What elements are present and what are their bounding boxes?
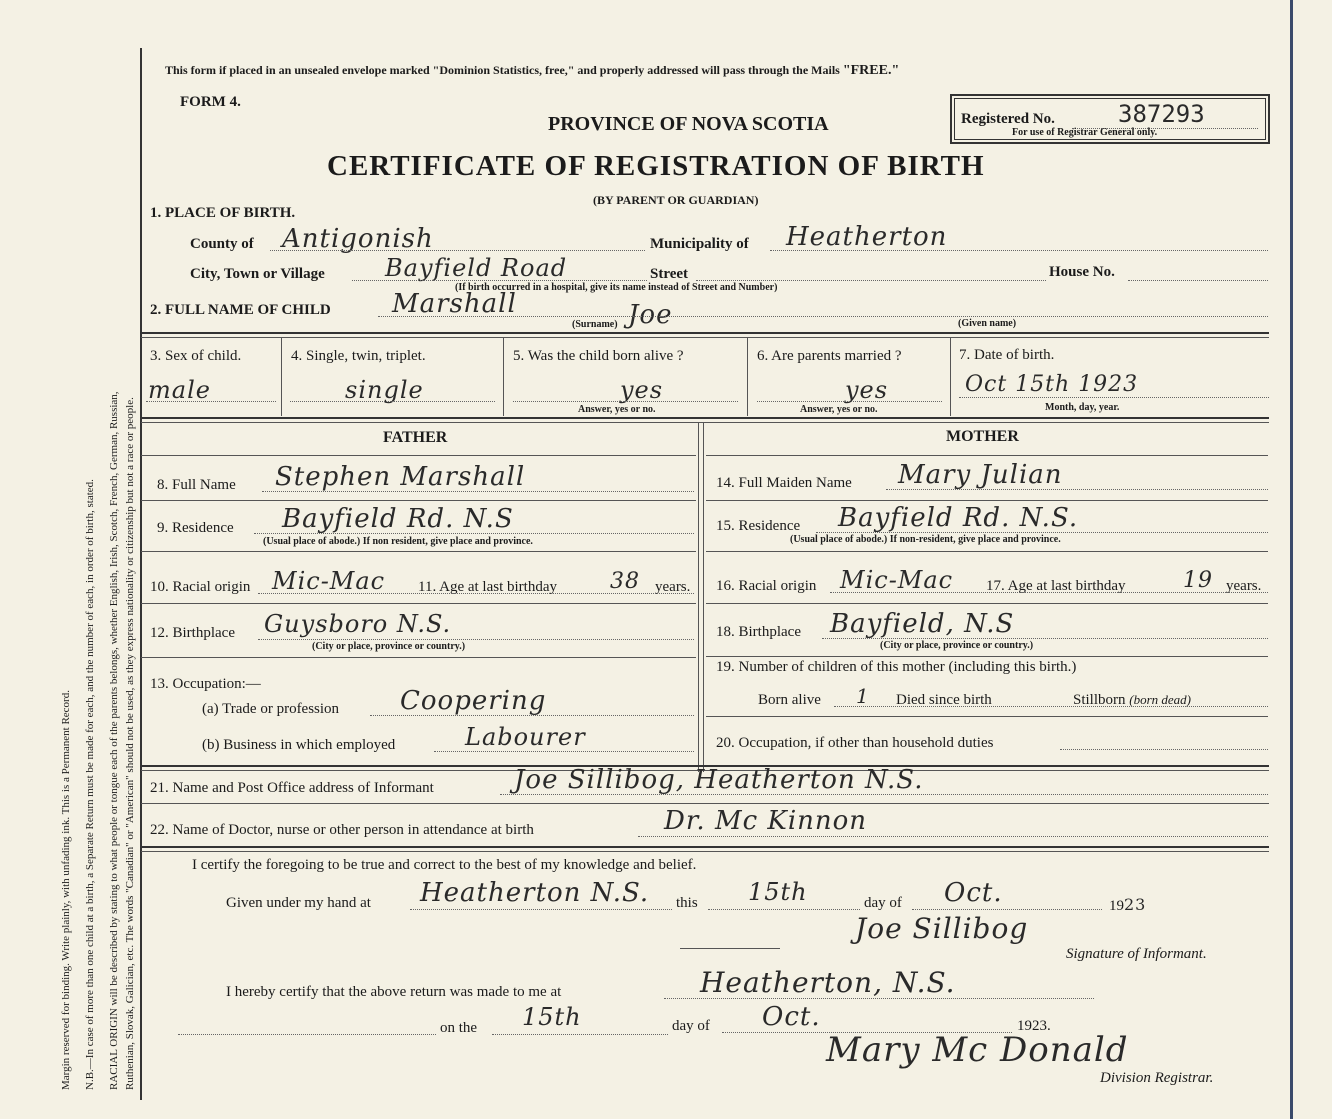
surname-note: (Surname) [572, 319, 618, 330]
day-of-label: day of [864, 895, 902, 911]
dob-value: Oct 15th 1923 [965, 372, 1139, 397]
father-res-label: 9. Residence [157, 520, 234, 536]
house-label: House No. [1049, 264, 1115, 280]
father-occ-label: 13. Occupation:— [150, 676, 261, 692]
rule-after-doctor-2 [141, 851, 1269, 852]
stillborn-label: Stillborn (born dead) [1073, 692, 1192, 708]
left-border [140, 48, 142, 1100]
mother-occ-dots [1060, 749, 1268, 750]
father-res-dots [254, 533, 694, 534]
registrar-day: 15th [522, 1003, 582, 1031]
father-rule-1 [141, 500, 696, 501]
mother-rule-4 [706, 656, 1268, 657]
mother-res-value: Bayfield Rd. N.S. [838, 503, 1079, 533]
registered-label: Registered No. [961, 111, 1055, 127]
mother-bp-value: Bayfield, N.S [830, 609, 1015, 639]
rule-after-row3 [141, 417, 1269, 419]
document-subtitle: (BY PARENT OR GUARDIAN) [593, 193, 759, 207]
plurality-value: single [345, 376, 424, 404]
form-number: FORM 4. [180, 94, 241, 110]
father-business-label: (b) Business in which employed [202, 737, 396, 753]
informant-signature: Joe Sillibog [855, 912, 1029, 945]
mother-bp-label: 18. Birthplace [716, 624, 801, 640]
mother-rule-1 [706, 500, 1268, 501]
parents-divider-b [703, 422, 704, 772]
child-given-name: Joe [628, 300, 673, 330]
informant-signature-label: Signature of Informant. [1066, 946, 1207, 962]
mother-children-label: 19. Number of children of this mother (including this birth.) [716, 659, 1077, 675]
province-heading: PROVINCE OF NOVA SCOTIA [548, 113, 829, 135]
side-note-3: RACIAL ORIGIN will be described by stating to what people or tongue each of the parents belongs, whether English, Irish, Scotch, French, German, Russian, [108, 391, 120, 1090]
father-res-value: Bayfield Rd. N.S [282, 504, 514, 534]
born-alive-label: Born alive [758, 692, 821, 708]
mother-rule-2 [706, 551, 1268, 552]
registrar-statement: I hereby certify that the above return was made to me at [226, 984, 562, 1000]
father-rule-4 [141, 657, 696, 658]
registered-number: 387293 [1118, 100, 1205, 128]
married-label: 6. Are parents married ? [757, 348, 902, 364]
given-year: 1923 [1109, 895, 1147, 914]
this-label: this [676, 895, 698, 911]
given-month-dots [912, 909, 1102, 910]
alive-note: Answer, yes or no. [578, 404, 656, 415]
father-trade-label: (a) Trade or profession [202, 701, 340, 717]
father-business-dots [434, 751, 694, 752]
father-race-dots [258, 593, 694, 594]
city-value: Bayfield Road [385, 254, 568, 282]
sex-dots [146, 401, 276, 402]
county-dots [270, 250, 645, 251]
house-dots [1128, 280, 1268, 281]
father-years: years. [655, 579, 691, 595]
mother-res-note: (Usual place of abode.) If non-resident, give place and province. [790, 534, 1061, 545]
mother-res-label: 15. Residence [716, 518, 801, 534]
mother-race-dots [830, 592, 1268, 593]
municipality-label: Municipality of [650, 236, 749, 252]
registrar-day-dots [492, 1034, 668, 1035]
county-label: County of [190, 236, 254, 252]
informant-label: 21. Name and Post Office address of Informant [150, 780, 434, 796]
rule-after-child-2 [141, 337, 1269, 338]
registrar-label: Division Registrar. [1100, 1070, 1214, 1086]
row3-div1 [281, 338, 282, 416]
given-day: 15th [748, 878, 808, 906]
stillborn-note: (born dead) [1129, 692, 1192, 707]
sex-value: male [148, 376, 211, 404]
row3-div4 [950, 338, 951, 416]
given-place: Heatherton N.S. [420, 878, 650, 908]
father-bp-dots [258, 639, 694, 640]
county-value: Antigonish [282, 224, 434, 254]
doctor-dots [638, 836, 1268, 837]
married-note: Answer, yes or no. [800, 404, 878, 415]
born-alive-value: 1 [856, 684, 870, 708]
certify-statement: I certify the foregoing to be true and correct to the best of my knowledge and belief. [192, 857, 697, 873]
rule-after-informant [141, 803, 1269, 804]
mother-bp-dots [822, 638, 1268, 639]
rule-after-doctor [141, 846, 1269, 848]
dob-note: Month, day, year. [1045, 402, 1120, 413]
row3-div3 [747, 338, 748, 416]
right-border [1290, 0, 1293, 1119]
given-month: Oct. [944, 878, 1003, 908]
father-rule-3 [141, 603, 696, 604]
place-heading: 1. PLACE OF BIRTH. [150, 205, 296, 221]
informant-value: Joe Sillibog, Heatherton N.S. [514, 765, 924, 795]
street-dots [696, 280, 1046, 281]
registrar-place-dots [664, 998, 1094, 999]
given-label: Given under my hand at [226, 895, 371, 911]
mother-race-label: 16. Racial origin [716, 578, 817, 594]
side-note-4: Ruthenian, Slovak, Galician, etc. The words "Canadian" or "American" should not be used, as they express nationality or citizenship but not a race or people. [124, 397, 136, 1090]
doctor-value: Dr. Mc Kinnon [664, 806, 868, 836]
city-label: City, Town or Village [190, 266, 325, 282]
mother-years: years. [1226, 578, 1262, 594]
married-value: yes [845, 376, 889, 404]
died-label: Died since birth [896, 692, 992, 708]
given-place-dots [410, 909, 672, 910]
father-age-value: 38 [610, 569, 640, 594]
father-trade-value: Coopering [400, 686, 547, 716]
on-the-label: on the [440, 1020, 478, 1036]
registrar-signature: Mary Mc Donald [826, 1030, 1129, 1070]
registered-note: For use of Registrar General only. [1012, 127, 1158, 138]
rule-after-child [141, 332, 1269, 334]
mother-race-value: Mic-Mac [840, 566, 954, 594]
alive-label: 5. Was the child born alive ? [513, 348, 684, 364]
document-title: CERTIFICATE OF REGISTRATION OF BIRTH [327, 150, 985, 182]
mother-rule-5 [706, 716, 1268, 717]
father-trade-dots [370, 715, 694, 716]
father-rule-2 [141, 551, 696, 552]
father-res-note: (Usual place of abode.) If non resident, give place and province. [263, 536, 533, 547]
mother-res-dots [816, 532, 1268, 533]
sex-label: 3. Sex of child. [150, 348, 242, 364]
father-bp-label: 12. Birthplace [150, 625, 235, 641]
mother-name-value: Mary Julian [898, 460, 1063, 490]
given-name-note: (Given name) [958, 318, 1017, 329]
father-bp-value: Guysboro N.S. [264, 610, 452, 638]
child-name-dots [378, 316, 1268, 317]
plurality-label: 4. Single, twin, triplet. [291, 348, 426, 364]
alive-value: yes [620, 376, 664, 404]
mail-note: This form if placed in an unsealed envelope marked "Dominion Statistics, free," and properly addressed will pass through the Mails "FREE." [165, 63, 900, 78]
father-business-value: Labourer [465, 723, 586, 751]
mother-name-dots [886, 489, 1268, 490]
father-heading-rule [141, 455, 696, 456]
registrar-month: Oct. [762, 1002, 821, 1032]
municipality-dots [770, 250, 1268, 251]
short-rule [680, 948, 780, 949]
father-race-value: Mic-Mac [272, 567, 386, 595]
registrar-day-of-label: day of [672, 1018, 710, 1034]
parents-divider-a [698, 422, 699, 772]
born-alive-dots [834, 706, 1268, 707]
mother-heading-rule [706, 455, 1268, 456]
hospital-note: (If birth occurred in a hospital, give its name instead of Street and Number) [455, 282, 778, 293]
side-note-2: N.B.—In case of more than one child at a birth, a Separate Return must be made for each, and the number of each, in order of birth, stated. [84, 479, 96, 1090]
married-dots [757, 401, 942, 402]
father-race-label: 10. Racial origin [150, 579, 251, 595]
dob-label: 7. Date of birth. [959, 347, 1055, 363]
given-year-suffix: 23 [1124, 895, 1147, 914]
mother-occ-label: 20. Occupation, if other than household duties [716, 735, 994, 751]
mother-age-label: 17. Age at last birthday [986, 578, 1126, 594]
plurality-dots [290, 401, 495, 402]
mother-heading: MOTHER [946, 428, 1019, 445]
city-dots [352, 280, 647, 281]
mother-age-value: 19 [1183, 568, 1213, 593]
rule-after-row3-2 [141, 422, 1269, 423]
father-name-value: Stephen Marshall [275, 462, 526, 492]
mother-rule-3 [706, 603, 1268, 604]
street-label: Street [650, 266, 689, 282]
alive-dots [513, 401, 738, 402]
child-surname: Marshall [392, 289, 517, 319]
informant-dots [500, 794, 1268, 795]
registrar-year: 1923. [1017, 1018, 1051, 1034]
registrar-year-suffix: 23. [1032, 1018, 1051, 1034]
given-day-dots [708, 909, 860, 910]
father-name-label: 8. Full Name [157, 477, 236, 493]
row3-div2 [503, 338, 504, 416]
doctor-label: 22. Name of Doctor, nurse or other person in attendance at birth [150, 822, 534, 838]
father-age-label: 11. Age at last birthday [418, 579, 557, 595]
registrar-place: Heatherton, N.S. [700, 966, 956, 999]
municipality-value: Heatherton [786, 222, 948, 252]
on-the-lead-dots [178, 1034, 436, 1035]
father-heading: FATHER [383, 429, 448, 446]
father-name-dots [262, 491, 694, 492]
dob-dots [959, 397, 1269, 398]
mother-name-label: 14. Full Maiden Name [716, 475, 852, 491]
child-name-label: 2. FULL NAME OF CHILD [150, 302, 331, 318]
side-note-1: Margin reserved for binding. Write plainly, with unfading ink. This is a Permanent Record. [60, 690, 72, 1090]
father-bp-note: (City or place, province or country.) [312, 641, 466, 652]
mother-bp-note: (City or place, province or country.) [880, 640, 1034, 651]
